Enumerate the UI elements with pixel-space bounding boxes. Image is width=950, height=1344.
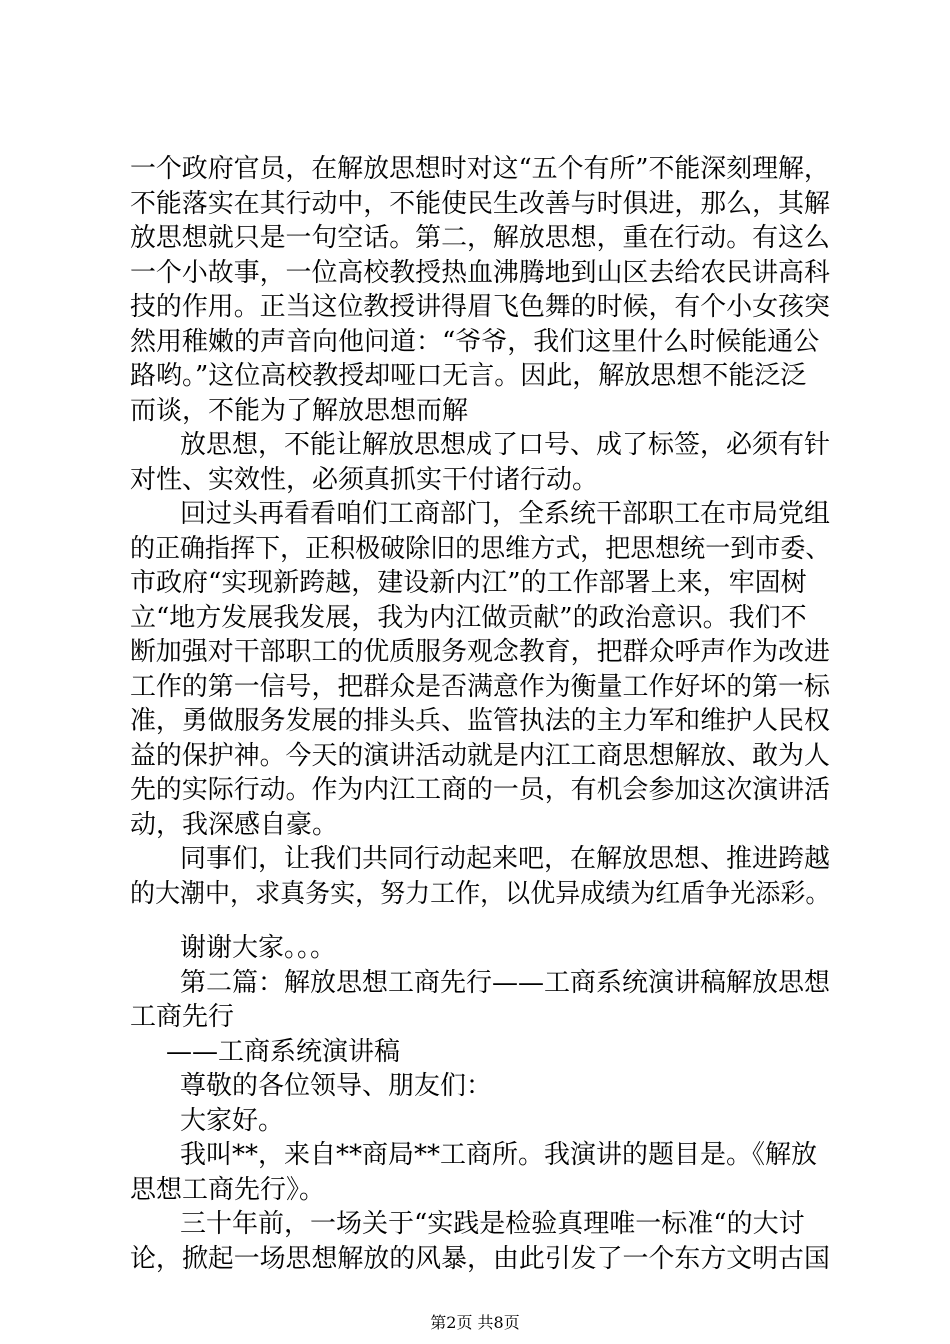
- body-line: 一个政府官员，在解放思想时对这“五个有所”不能深刻理解，: [130, 154, 830, 184]
- body-line: 一个小故事，一位高校教授热血沸腾地到山区去给农民讲高科: [130, 258, 830, 288]
- closing-line: 谢谢大家。。。: [180, 933, 337, 963]
- body-line: 思想工商先行》。: [130, 1175, 326, 1205]
- page-footer: 第2页 共8页: [430, 1313, 520, 1332]
- body-line: 放思想就只是一句空话。第二，解放思想，重在行动。有这么: [130, 223, 830, 253]
- body-line: 断加强对干部职工的优质服务观念教育，把群众呼声作为改进: [130, 637, 830, 667]
- paragraph-start-line: 回过头再看看咱们工商部门，全系统干部职工在市局党组: [180, 499, 831, 529]
- body-line: 益的保护神。今天的演讲活动就是内江工商思想解放、敢为人: [130, 741, 830, 771]
- greeting-line: 大家好。: [180, 1106, 285, 1136]
- body-line: 路哟。”这位高校教授却哑口无言。因此，解放思想不能泛泛: [130, 361, 807, 391]
- body-line: 工作的第一信号，把群众是否满意作为衡量工作好坏的第一标: [130, 672, 830, 702]
- body-line: 技的作用。正当这位教授讲得眉飞色舞的时候，有个小女孩突: [130, 292, 830, 322]
- paragraph-start-line: 同事们，让我们共同行动起来吧，在解放思想、推进跨越: [180, 844, 831, 874]
- body-line: 立“地方发展我发展，我为内江做贡献”的政治意识。我们不: [130, 603, 807, 633]
- body-line: 而谈，不能为了解放思想而解: [130, 396, 469, 426]
- salutation-line: 尊敬的各位领导、朋友们：: [180, 1071, 493, 1101]
- body-line: 市政府“实现新跨越，建设新内江”的工作部署上来，牢固树: [130, 568, 807, 598]
- body-line: 论，掀起一场思想解放的风暴，由此引发了一个东方文明古国: [130, 1244, 830, 1274]
- paragraph-start-line: 放思想，不能让解放思想成了口号、成了标签，必须有针: [180, 430, 831, 460]
- paragraph-start-line: 我叫**，来自**商局**工商所。我演讲的题目是。《解放: [180, 1140, 818, 1170]
- section-title-line: 工商先行: [130, 1002, 235, 1032]
- section-title-line: 第二篇：解放思想工商先行——工商系统演讲稿解放思想: [180, 968, 831, 998]
- body-line: 然用稚嫩的声音向他问道：“爷爷，我们这里什么时候能通公: [130, 327, 820, 357]
- body-line: 不能落实在其行动中，不能使民生改善与时俱进，那么，其解: [130, 189, 830, 219]
- body-line: 先的实际行动。作为内江工商的一员，有机会参加这次演讲活: [130, 775, 830, 805]
- body-line: 准，勇做服务发展的排头兵、监管执法的主力军和维护人民权: [130, 706, 830, 736]
- subtitle-line: ——工商系统演讲稿: [166, 1037, 401, 1067]
- body-line: 的大潮中，求真务实，努力工作，以优异成绩为红盾争光添彩。: [130, 879, 831, 909]
- body-line: 动，我深感自豪。: [130, 810, 339, 840]
- body-line: 的正确指挥下，正积极破除旧的思维方式，把思想统一到市委、: [130, 534, 831, 564]
- body-line: 对性、实效性，必须真抓实干付诸行动。: [130, 465, 599, 495]
- paragraph-start-line: 三十年前，一场关于“实践是检验真理唯一标准“的大讨: [180, 1209, 805, 1239]
